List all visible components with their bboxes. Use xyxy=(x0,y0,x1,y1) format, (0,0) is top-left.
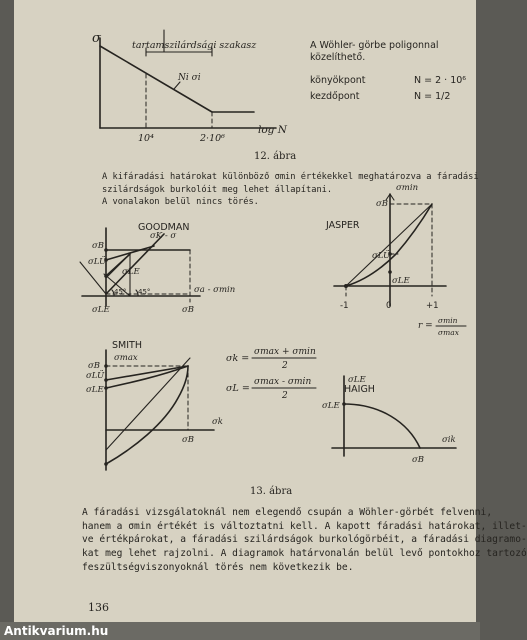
fig12-x-axis-label: log N xyxy=(258,124,287,136)
goodman-b-label: σB xyxy=(92,241,105,251)
paragraph-line-3: ve értékpárokat, a fáradási szilárdságok burkológörbéit, a fáradási diagramo- xyxy=(82,534,527,546)
haigh-le-label: σLE xyxy=(322,401,340,411)
jasper-r-numerator: σmin xyxy=(438,316,458,325)
goodman-b-bottom-label: σB xyxy=(182,305,195,315)
smith-x-b-label: σB xyxy=(182,435,195,445)
paragraph-line-2: hanem a σmin értékét is változtatni kell. A kapott fáradási határokat, illet- xyxy=(82,520,527,532)
intro-line-1: A kifáradási határokat különböző σmin értékekkel meghatározva a fáradási xyxy=(102,172,479,182)
formula-2-denominator: 2 xyxy=(282,391,288,401)
fig12-note-title-2: közelíthető. xyxy=(310,52,366,63)
goodman-diagram xyxy=(80,222,235,315)
fig12-tick-2: 2·10⁶ xyxy=(200,133,225,144)
fig12-note-title: A Wöhler- görbe poligonnal xyxy=(310,40,439,51)
haigh-b-label: σB xyxy=(412,455,425,465)
smith-title: SMITH xyxy=(112,340,142,351)
smith-lu-label: σLÜ xyxy=(86,371,105,381)
jasper-tick-plus-one: +1 xyxy=(426,301,439,311)
paragraph-line-1: A fáradási vizsgálatoknál nem elegendő csupán a Wöhler-görbét felvenni, xyxy=(82,507,493,518)
stress-formulas xyxy=(226,347,316,401)
paragraph-line-4: kat meg lehet rajzolni. A diagramok határvonalán belül levő pontokhoz tartozó xyxy=(82,548,527,560)
start-point-value: N = 1/2 xyxy=(414,91,451,102)
book-page xyxy=(14,0,527,628)
knee-point-label: könyökpont xyxy=(310,75,366,86)
jasper-y-axis-label: σmin xyxy=(396,183,419,193)
haigh-title: HAIGH xyxy=(344,384,375,395)
formula-1-numerator: σmax + σmin xyxy=(254,347,316,357)
goodman-angle-1: 45° xyxy=(114,288,127,296)
formula-2-lhs: σL = xyxy=(226,383,250,394)
jasper-r-label: r = xyxy=(418,321,433,331)
goodman-lu-label: σLÜ xyxy=(88,257,107,267)
smith-b-label: σB xyxy=(88,361,101,371)
fig12-tick-1: 10⁴ xyxy=(138,133,154,144)
jasper-title: JASPER xyxy=(326,220,360,231)
goodman-le-label: σLE xyxy=(122,267,140,277)
figure-13-caption: 13. ábra xyxy=(250,486,293,497)
figure-12-wohler-diagram xyxy=(14,0,476,160)
fig12-y-axis-label: σ xyxy=(92,31,101,46)
smith-y-axis-label: σmax xyxy=(114,353,138,363)
goodman-title: GOODMAN xyxy=(138,222,190,233)
formula-1-denominator: 2 xyxy=(282,361,288,371)
haigh-y-axis-label: σLE xyxy=(348,375,366,385)
figure-12-caption: 12. ábra xyxy=(254,151,297,162)
start-point-label: kezdőpont xyxy=(310,91,360,102)
goodman-top-label: σK - σ xyxy=(150,231,177,241)
watermark-banner: Antikvarium.hu xyxy=(0,622,480,640)
jasper-tick-minus-one: -1 xyxy=(340,301,349,311)
smith-x-axis-label: σk xyxy=(212,417,223,427)
page-number: 136 xyxy=(88,601,109,614)
fig12-curve-label: Ni σi xyxy=(178,73,201,83)
paragraph-line-5: feszültségviszonyoknál törés nem következik be. xyxy=(82,561,354,573)
jasper-le-label: σLE xyxy=(392,276,410,286)
formula-2-numerator: σmax - σmin xyxy=(254,377,312,387)
jasper-b-label: σB xyxy=(376,199,389,209)
knee-point-value: N = 2 · 10⁶ xyxy=(414,75,467,86)
smith-le-label: σLE xyxy=(86,385,104,395)
intro-line-2: szilárdságok burkolóit meg lehet állapítani. xyxy=(102,184,333,195)
goodman-le-bottom-label: σLE xyxy=(92,305,110,315)
jasper-r-denominator: σmax xyxy=(438,328,459,337)
jasper-lu-label: σLÜ xyxy=(372,251,391,261)
fig12-range-label: tartamszilárdsági szakasz xyxy=(132,40,257,51)
smith-diagram xyxy=(86,340,223,470)
haigh-x-axis-label: σik xyxy=(442,435,456,445)
intro-line-3: A vonalakon belül nincs törés. xyxy=(102,197,259,207)
jasper-tick-zero: 0 xyxy=(386,301,392,311)
goodman-x-axis-label: σa - σmin xyxy=(194,285,236,295)
body-paragraph xyxy=(82,506,527,575)
haigh-diagram xyxy=(322,375,456,465)
goodman-angle-2: 45° xyxy=(138,288,151,296)
formula-1-lhs: σk = xyxy=(226,353,250,364)
